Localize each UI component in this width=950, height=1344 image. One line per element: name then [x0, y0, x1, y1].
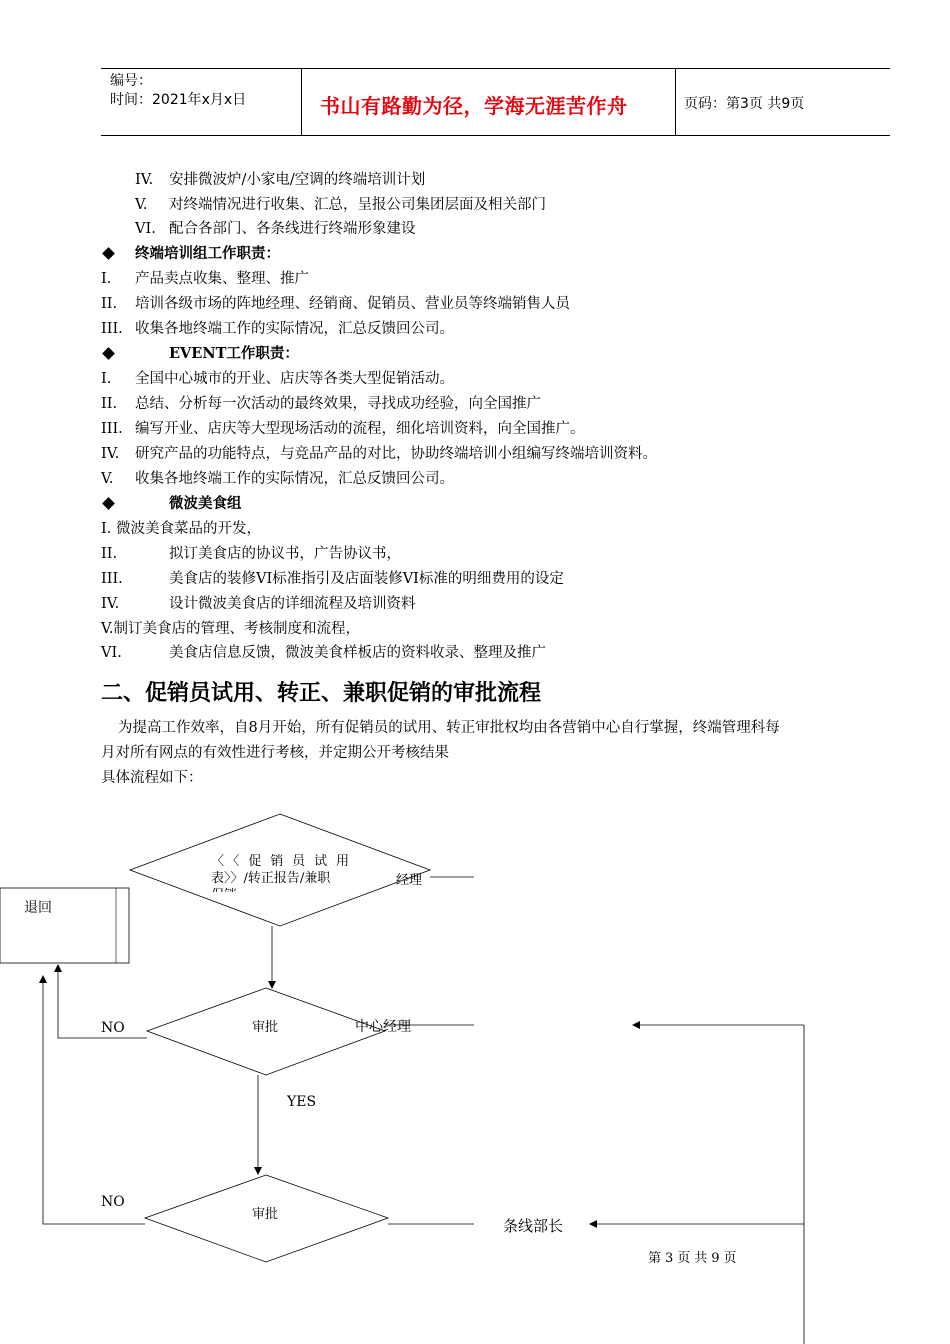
list-item-text: 产品卖点收集、整理、推广: [135, 271, 309, 287]
list-item-text: 编写开业、店庆等大型现场活动的流程，细化培训资料，向全国推广。: [135, 421, 585, 437]
paragraph-line: 月对所有网点的有效性进行考核，并定期公开考核结果: [101, 745, 449, 761]
list-item-num: III.: [101, 321, 123, 337]
diamond-bullet-icon: [101, 244, 113, 264]
list-item-text: 美食店信息反馈，微波美食样板店的资料收录、整理及推广: [169, 645, 546, 661]
diamond-bullet-icon: [101, 344, 113, 364]
return-box-label: 退回: [24, 900, 52, 916]
list-item-num: II.: [101, 396, 118, 412]
list-item-num: II.: [101, 296, 118, 312]
list-item: VI.: [135, 221, 156, 237]
header-number: 编号：: [110, 73, 152, 89]
list-item-text: 收集各地终端工作的实际情况，汇总反馈回公司。: [135, 321, 454, 337]
list-item: IV.: [135, 172, 154, 188]
line-minister-label: 条线部长: [503, 1217, 564, 1235]
list-item-text: 美食店的装修VI标准指引及店面装修VI标准的明细费用的设定: [169, 571, 564, 587]
d1-text-line1: 〈〈促销员试用: [211, 854, 349, 869]
event-group-title: EVENT工作职责：: [169, 345, 299, 362]
list-item-num: VI.: [101, 645, 122, 661]
list-item-text: 收集各地终端工作的实际情况，汇总反馈回公司。: [135, 471, 454, 487]
list-item-text: 研究产品的功能特点，与竞品产品的对比，协助终端培训小组编写终端培训资料。: [135, 446, 657, 462]
list-item-num: I.: [101, 271, 112, 287]
header-slogan: 书山有路勤为径，学海无涯苦作舟: [320, 94, 628, 118]
approval-flowchart: [0, 800, 950, 1344]
list-item-num: I.: [101, 371, 112, 387]
list-item-num: III.: [101, 571, 123, 587]
section-title: 二、促销员试用、转正、兼职促销的审批流程: [101, 681, 542, 706]
list-item-text: 培训各级市场的阵地经理、经销商、促销员、营业员等终端销售人员: [135, 296, 570, 312]
list-item: V.: [135, 197, 148, 213]
paragraph-line: 为提高工作效率，自8月开始，所有促销员的试用、转正审批权均由各营销中心自行掌握，终端管理科每: [118, 720, 780, 736]
header-meta: [110, 72, 246, 110]
list-item-num: II.: [101, 546, 118, 562]
yes-label: YES: [287, 1094, 317, 1110]
d1-text-line2: 表〉〉/转正报告/兼职: [211, 871, 331, 886]
list-item-text: 对终端情况进行收集、汇总，呈报公司集团层面及相关部门: [169, 197, 546, 213]
list-item-text: 全国中心城市的开业、店庆等各类大型促销活动。: [135, 371, 454, 387]
list-item: V.制订美食店的管理、考核制度和流程，: [101, 621, 361, 637]
list-item-num: V.: [101, 471, 114, 487]
header-page-number: 页码：第3页 共9页: [684, 96, 805, 112]
list-item-text: 安排微波炉/小家电/空调的终端培训计划: [169, 172, 426, 188]
list-item-text: 配合各部门、各条线进行终端形象建设: [169, 221, 416, 237]
header-bottom-rule: [101, 135, 890, 136]
header-top-rule: [101, 68, 890, 69]
list-item-num: IV.: [101, 596, 120, 612]
diamond-bullet-icon: [101, 494, 113, 514]
no1-label: NO: [101, 1020, 125, 1036]
list-item-num: IV.: [101, 446, 120, 462]
list-item-text: 总结、分析每一次活动的最终效果，寻找成功经验，向全国推广: [135, 396, 541, 412]
approve2-label: 审批: [252, 1207, 279, 1222]
list-item-text: 拟订美食店的协议书，广告协议书，: [169, 546, 401, 562]
section-paragraph: [101, 716, 893, 791]
d1-right-text: 经理: [396, 873, 423, 888]
no2-label: NO: [101, 1194, 125, 1210]
center-manager-label: 中心经理: [355, 1019, 411, 1035]
list-item: I. 微波美食菜品的开发，: [101, 521, 261, 537]
list-item-text: 设计微波美食店的详细流程及培训资料: [169, 596, 416, 612]
header-divider-right: [675, 68, 676, 136]
approve1-label: 审批: [252, 1020, 279, 1035]
paragraph-line: 具体流程如下：: [101, 770, 203, 786]
training-group-title: 终端培训组工作职责：: [135, 245, 280, 262]
header-time: 时间：2021年x月x日: [110, 92, 247, 108]
header-divider-left: [301, 68, 302, 136]
food-group-title: 微波美食组: [169, 495, 242, 512]
return-box: [0, 888, 129, 963]
list-item-num: III.: [101, 421, 123, 437]
application-diamond: [130, 814, 430, 926]
page-footer: 第3页共9页: [648, 1251, 741, 1266]
